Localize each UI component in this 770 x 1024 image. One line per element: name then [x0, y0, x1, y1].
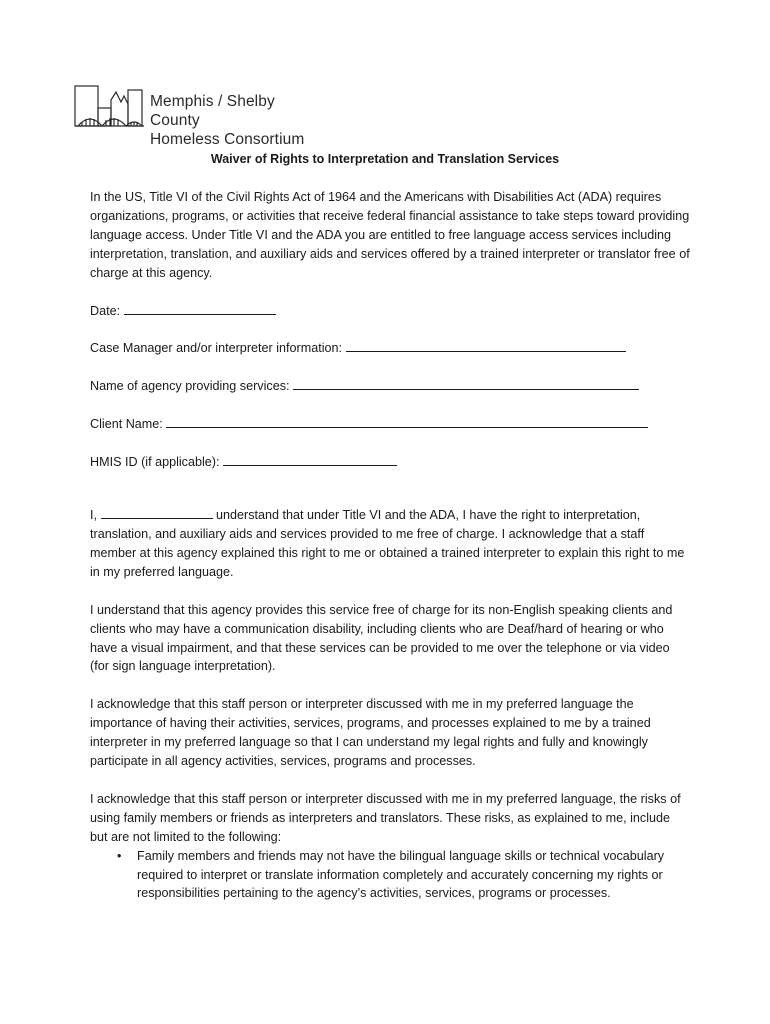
- agency-label: Name of agency providing services:: [90, 379, 290, 394]
- client-name-inline-blank[interactable]: [101, 506, 213, 519]
- agency-blank[interactable]: [293, 377, 639, 390]
- bullet-icon: •: [117, 848, 122, 863]
- hmis-id-field: [90, 453, 690, 472]
- service-paragraph: I understand that this agency provides this service free of charge for its non-English speaking clients and clients who may have a communication disability, including clients who are Deaf/hard of hearing or who have a visual impairment, and that these services can be provided to me over the telephone or via video (for sign language interpretation).: [90, 602, 673, 674]
- case-manager-blank[interactable]: [346, 339, 626, 352]
- acknowledgement-paragraph-2: I acknowledge that this staff person or interpreter discussed with me in my preferred language the importance of having their activities, services, programs, and processes explained to me by a trained interpreter in my preferred language so that I can understand my legal rights and fully and knowingly participate in all agency activities, services, programs and processes.: [90, 697, 651, 769]
- acknowledgement-paragraph-1: [90, 506, 690, 582]
- client-name-blank[interactable]: [166, 415, 648, 428]
- case-manager-label: Case Manager and/or interpreter information:: [90, 341, 343, 356]
- document-body: [90, 188, 690, 903]
- logo-line-2: Homeless Consortium: [150, 131, 305, 148]
- risk-list: [90, 847, 690, 904]
- consortium-logo: [74, 82, 324, 148]
- logo-line-1: Memphis / Shelby County: [150, 93, 275, 129]
- client-name-field: [90, 415, 690, 434]
- list-item: [117, 847, 690, 904]
- case-manager-field: [90, 339, 690, 358]
- date-label: Date:: [90, 303, 121, 318]
- date-blank[interactable]: [124, 302, 276, 315]
- ack-prefix: I,: [90, 508, 97, 523]
- list-item-text: Family members and friends may not have the bilingual language skills or technical vocabulary required to interpret or translate information completely and accurately concerning my rights or responsibilities pertaining to the agency’s activities, services, programs or processes.: [137, 848, 665, 901]
- client-name-label: Client Name:: [90, 417, 163, 432]
- date-field: [90, 302, 690, 321]
- agency-field: [90, 377, 690, 396]
- acknowledgement-paragraph-3: I acknowledge that this staff person or interpreter discussed with me in my preferred language, the risks of using family members or friends as interpreters and translators. These risks, as explained to me, include but are not limited to the following:: [90, 791, 681, 844]
- skyline-bridge-icon: [74, 82, 146, 130]
- intro-paragraph: In the US, Title VI of the Civil Rights Act of 1964 and the Americans with Disabilities Act (ADA) requires organizations, programs, or activities that receive federal financial assistance to take steps toward providing language access. Under Title VI and the ADA you are entitled to free language access services including interpretation, translation, and auxiliary aids and services offered by a trained interpreter or translator free of charge at this agency.: [90, 190, 690, 280]
- hmis-id-label: HMIS ID (if applicable):: [90, 455, 220, 470]
- hmis-id-blank[interactable]: [223, 453, 397, 466]
- ack-text: understand that under Title VI and the ADA, I have the right to interpretation, translation, and auxiliary aids and services provided to me free of charge. I acknowledge that a staff member at this agency explained this right to me or obtained a trained interpreter to explain this right to me in my preferred language.: [90, 508, 685, 579]
- document-title: Waiver of Rights to Interpretation and Translation Services: [210, 152, 560, 166]
- logo-text: [150, 92, 324, 149]
